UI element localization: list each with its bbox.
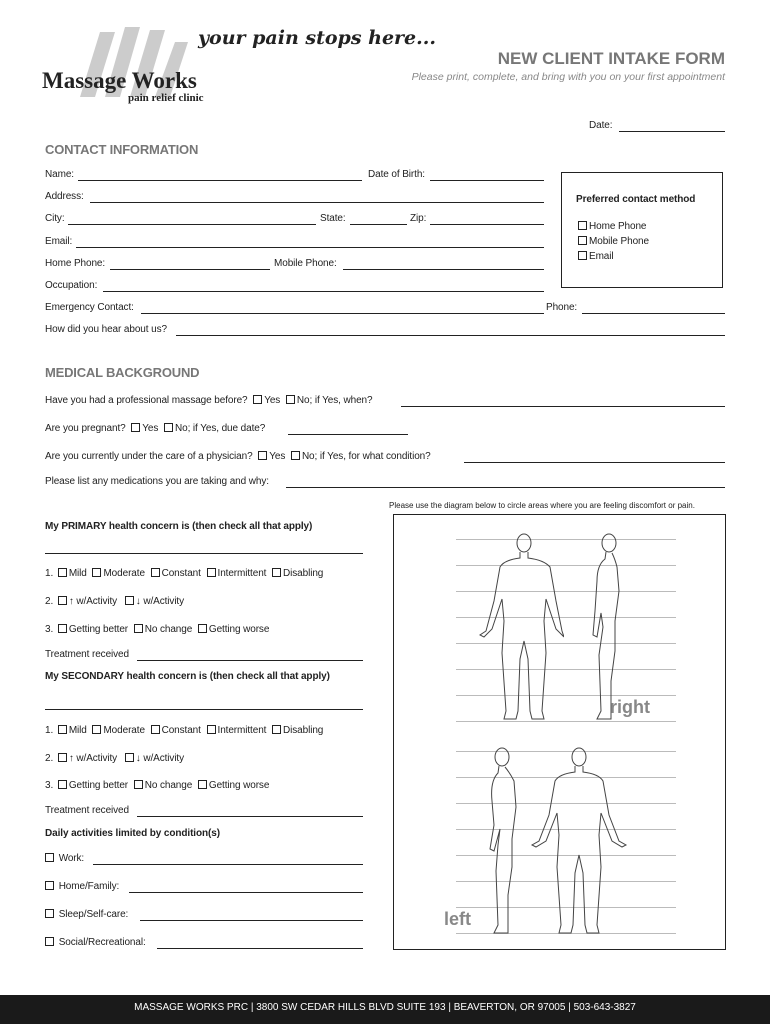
contact-heading: CONTACT INFORMATION (45, 142, 199, 157)
checkbox-icon[interactable] (92, 568, 101, 577)
checkbox-icon[interactable] (45, 937, 54, 946)
checkbox-icon[interactable] (578, 251, 587, 260)
massage-before-question: Have you had a professional massage before? Yes No; if Yes, when? (45, 395, 373, 406)
checkbox-icon[interactable] (58, 753, 67, 762)
massage-when-field[interactable] (401, 406, 725, 407)
dob-field[interactable] (430, 180, 544, 181)
condition-field[interactable] (464, 462, 725, 463)
address-field[interactable] (90, 202, 544, 203)
yes-checkbox[interactable] (131, 423, 140, 432)
checkbox-icon[interactable] (92, 725, 101, 734)
primary-progress-row: 3. Getting better No change Getting worse (45, 624, 270, 635)
checkbox-icon[interactable] (45, 909, 54, 918)
emergency-phone-field[interactable] (582, 313, 725, 314)
date-field[interactable] (619, 131, 725, 132)
daily-sleep-field[interactable] (140, 920, 363, 921)
physician-question: Are you currently under the care of a physician? Yes No; if Yes, for what condition? (45, 451, 431, 462)
daily-home-field[interactable] (129, 892, 363, 893)
preferred-mobile-phone[interactable]: Mobile Phone (578, 236, 649, 247)
checkbox-icon[interactable] (578, 221, 587, 230)
date-label: Date: (589, 120, 613, 131)
hear-label: How did you hear about us? (45, 324, 167, 335)
logo (40, 22, 436, 112)
daily-activities-title: Daily activities limited by condition(s) (45, 828, 220, 839)
body-front-icon (464, 531, 564, 723)
preferred-home-phone[interactable]: Home Phone (578, 221, 646, 232)
email-label: Email: (45, 236, 73, 247)
home-phone-field[interactable] (110, 269, 270, 270)
checkbox-icon[interactable] (272, 568, 281, 577)
checkbox-icon[interactable] (207, 725, 216, 734)
daily-home-row: Home/Family: (45, 881, 119, 892)
checkbox-icon[interactable] (45, 881, 54, 890)
address-label: Address: (45, 191, 84, 202)
secondary-severity-row: 1. Mild Moderate Constant Intermittent Disabling (45, 725, 324, 736)
checkbox-icon[interactable] (125, 753, 134, 762)
city-field[interactable] (68, 224, 316, 225)
checkbox-icon[interactable] (134, 624, 143, 633)
form-title: NEW CLIENT INTAKE FORM (497, 49, 725, 68)
checkbox-icon[interactable] (198, 780, 207, 789)
preferred-email[interactable]: Email (578, 251, 614, 262)
state-label: State: (320, 213, 346, 224)
home-phone-label: Home Phone: (45, 258, 106, 269)
emergency-label: Emergency Contact: (45, 302, 134, 313)
right-label: right (610, 697, 650, 717)
secondary-progress-row: 3. Getting better No change Getting worse (45, 780, 270, 791)
state-field[interactable] (350, 224, 407, 225)
checkbox-icon[interactable] (58, 780, 67, 789)
form-subtitle: Please print, complete, and bring with you on your first appointment (411, 71, 725, 83)
no-checkbox[interactable] (286, 395, 295, 404)
preferred-contact-box (561, 172, 723, 288)
due-date-field[interactable] (288, 434, 408, 435)
hear-field[interactable] (176, 335, 725, 336)
checkbox-icon[interactable] (58, 624, 67, 633)
preferred-contact-title: Preferred contact method (576, 194, 696, 205)
left-label: left (444, 909, 471, 929)
dob-label: Date of Birth: (368, 169, 425, 180)
primary-concern-title: My PRIMARY health concern is (then check all that apply) (45, 521, 313, 532)
medications-field[interactable] (286, 487, 725, 488)
checkbox-icon[interactable] (58, 568, 67, 577)
mobile-phone-label: Mobile Phone: (274, 258, 337, 269)
body-side-icon (579, 531, 639, 723)
email-field[interactable] (76, 247, 544, 248)
checkbox-icon[interactable] (134, 780, 143, 789)
checkbox-icon[interactable] (198, 624, 207, 633)
daily-social-row: Social/Recreational: (45, 937, 146, 948)
no-checkbox[interactable] (291, 451, 300, 460)
city-label: City: (45, 213, 65, 224)
checkbox-icon[interactable] (45, 853, 54, 862)
name-label: Name: (45, 169, 74, 180)
no-checkbox[interactable] (164, 423, 173, 432)
daily-work-row: Work: (45, 853, 84, 864)
pregnant-question: Are you pregnant? Yes No; if Yes, due date? (45, 423, 266, 434)
mobile-phone-field[interactable] (343, 269, 544, 270)
logo-sub: pain relief clinic (128, 92, 204, 104)
daily-sleep-row: Sleep/Self-care: (45, 909, 128, 920)
daily-social-field[interactable] (157, 948, 363, 949)
logo-name: Massage Works (42, 68, 197, 93)
secondary-activity-row: 2. ↑ w/Activity ↓ w/Activity (45, 753, 185, 764)
secondary-treatment-label: Treatment received (45, 805, 129, 816)
name-field[interactable] (78, 180, 362, 181)
checkbox-icon[interactable] (207, 568, 216, 577)
yes-checkbox[interactable] (258, 451, 267, 460)
occupation-field[interactable] (103, 291, 544, 292)
checkbox-icon[interactable] (151, 725, 160, 734)
emergency-field[interactable] (141, 313, 544, 314)
primary-severity-row: 1. Mild Moderate Constant Intermittent Disabling (45, 568, 324, 579)
primary-treatment-label: Treatment received (45, 649, 129, 660)
secondary-concern-field[interactable] (45, 709, 363, 710)
checkbox-icon[interactable] (151, 568, 160, 577)
checkbox-icon[interactable] (578, 236, 587, 245)
logo-tagline: your pain stops here... (198, 27, 436, 49)
zip-label: Zip: (410, 213, 427, 224)
body-diagram[interactable] (393, 514, 726, 950)
footer: MASSAGE WORKS PRC | 3800 SW CEDAR HILLS BLVD SUITE 193 | BEAVERTON, OR 97005 | 503-643-3827 (0, 995, 770, 1024)
yes-checkbox[interactable] (253, 395, 262, 404)
emergency-phone-label: Phone: (546, 302, 578, 313)
primary-concern-field[interactable] (45, 553, 363, 554)
daily-work-field[interactable] (93, 864, 363, 865)
diagram-note: Please use the diagram below to circle areas where you are feeling discomfort or pain. (389, 501, 695, 510)
checkbox-icon[interactable] (125, 596, 134, 605)
secondary-concern-title: My SECONDARY health concern is (then check all that apply) (45, 671, 330, 682)
medical-heading: MEDICAL BACKGROUND (45, 365, 200, 380)
occupation-label: Occupation: (45, 280, 98, 291)
zip-field[interactable] (430, 224, 544, 225)
primary-treatment-field[interactable] (137, 660, 363, 661)
secondary-treatment-field[interactable] (137, 816, 363, 817)
checkbox-icon[interactable] (58, 725, 67, 734)
primary-activity-row: 2. ↑ w/Activity ↓ w/Activity (45, 596, 185, 607)
body-back-icon (524, 745, 634, 937)
checkbox-icon[interactable] (58, 596, 67, 605)
medications-label: Please list any medications you are taking and why: (45, 476, 269, 487)
checkbox-icon[interactable] (272, 725, 281, 734)
